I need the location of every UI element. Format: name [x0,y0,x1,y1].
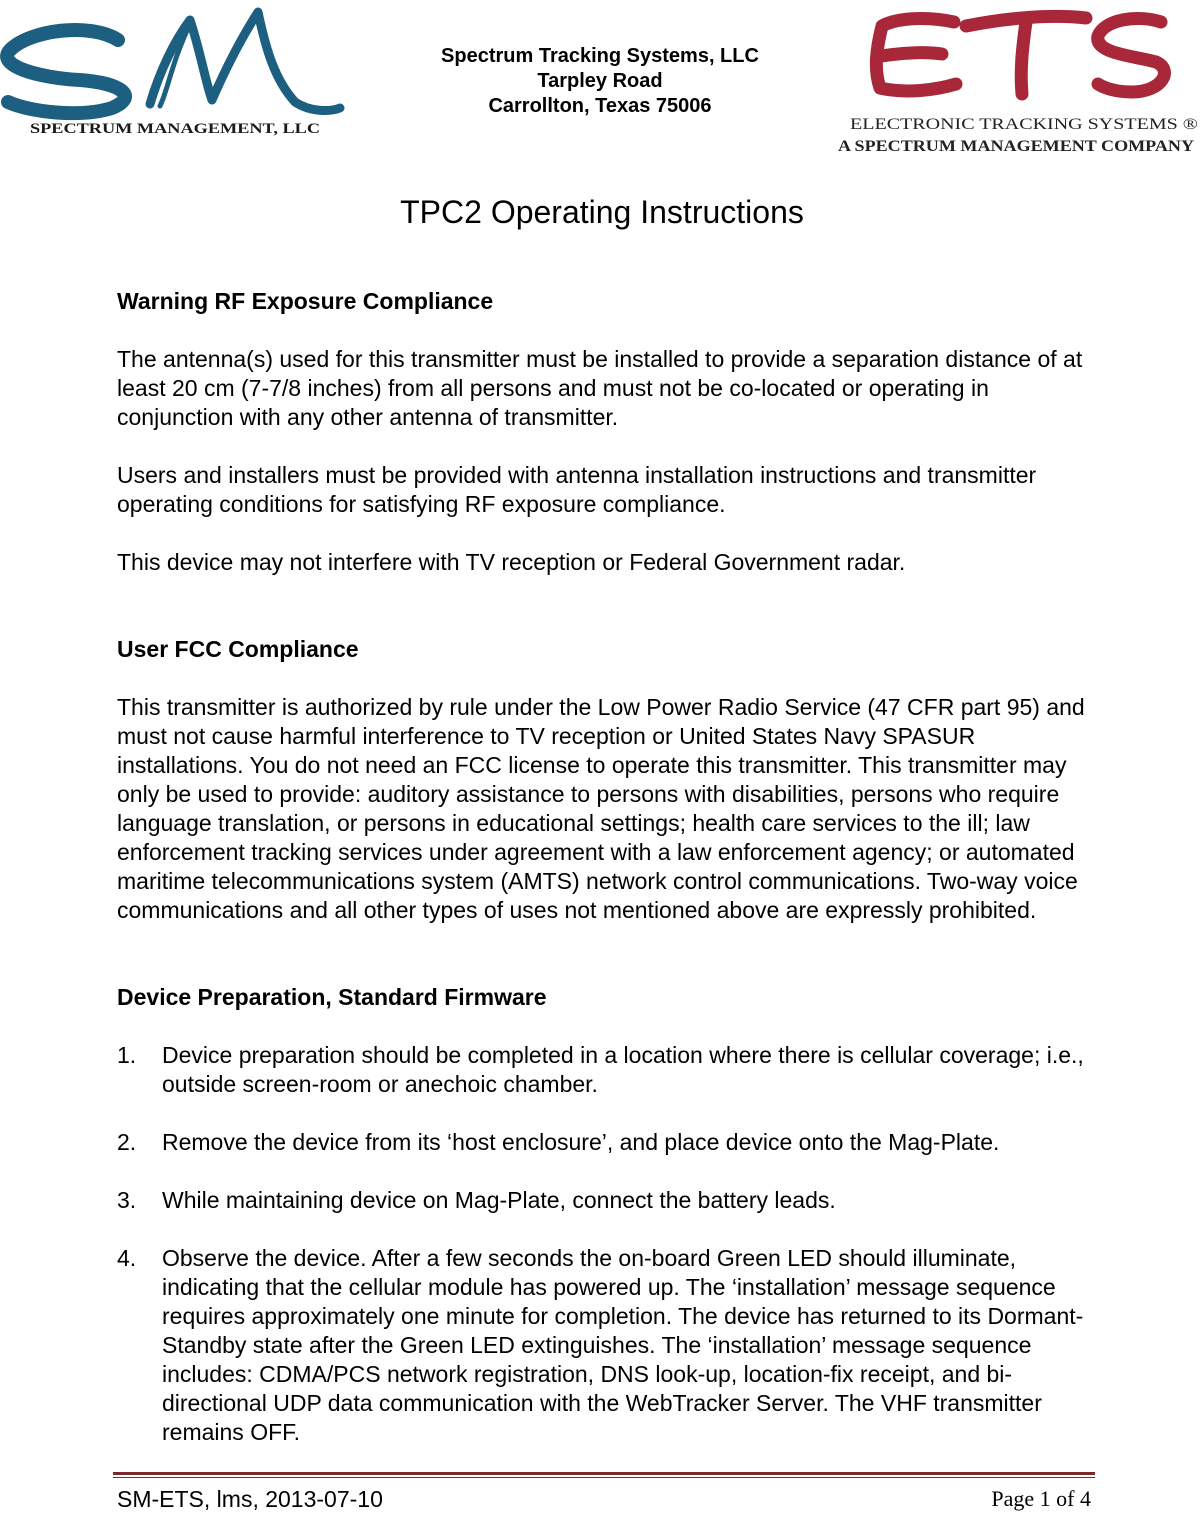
list-item-text: Observe the device. After a few seconds the on-board Green LED should illuminate, indicating that the cellular module has powered up. The ‘installation’ message sequence requires approximately one minute for completion. The device has returned to its Dormant-Standby state after the Green LED extinguishes. The ‘installation’ message sequence includes: CDMA/PCS network registration, DNS look-up, location-fix receipt, and bi-directional UDP data communication with the WebTracker Server. The VHF transmitter remains OFF. [162,1245,1084,1445]
footer-page-number: Page 1 of 4 [991,1486,1091,1511]
document-body [117,287,1097,1447]
list-item-text: While maintaining device on Mag-Plate, connect the battery leads. [162,1187,836,1213]
rf-paragraph-3: This device may not interfere with TV reception or Federal Government radar. [117,549,906,575]
fcc-paragraph-1: This transmitter is authorized by rule under the Low Power Radio Service (47 CFR part 95) and must not cause harmful interference to TV reception or United States Navy SPASUR installations. You do not need an FCC license to operate this transmitter. This transmitter may only be used to provide: auditory assistance to persons with disabilities, persons who require language translation, or persons in educational settings; health care services to the ill; law enforcement tracking services under agreement with a law enforcement agency; or automated maritime telecommunications system (AMTS) network control communications. Two-way voice communications and all other types of uses not mentioned above are expressly prohibited. [117,694,1085,923]
list-item-number: 1. [117,1042,137,1068]
list-item-number: 4. [117,1245,137,1271]
list-item-text: Device preparation should be completed in a location where there is cellular coverage; i.e., outside screen-room or anechoic chamber. [162,1042,1084,1097]
list-item [117,1244,1097,1447]
list-item-number: 3. [117,1187,137,1213]
rf-paragraph-1: The antenna(s) used for this transmitter must be installed to provide a separation distance of at least 20 cm (7-7/8 inches) from all persons and must not be co-located or operating in conjunction with any other antenna of transmitter. [117,346,1083,430]
footer-doc-id: SM-ETS, lms, 2013-07-10 [117,1486,383,1512]
ets-logo [836,0,1204,160]
spectrum-management-logo [0,0,346,140]
rf-paragraph-2: Users and installers must be provided with antenna installation instructions and transmitter operating conditions for satisfying RF exposure compliance. [117,462,1037,517]
logo-left-text: SPECTRUM MANAGEMENT, LLC [30,121,320,137]
document-title: TPC2 Operating Instructions [400,194,804,230]
company-city: Carrollton, Texas 75006 [488,95,712,117]
list-item-text: Remove the device from its ‘host enclosure’, and place device onto the Mag-Plate. [162,1129,1000,1155]
footer-divider-thin [113,1477,1095,1478]
company-address [420,44,780,119]
list-item [117,1186,1097,1215]
list-item-number: 2. [117,1129,137,1155]
logo-right-line1: ELECTRONIC TRACKING SYSTEMS ® [850,116,1198,133]
company-street: Tarpley Road [537,70,663,92]
list-item [117,1041,1097,1099]
fcc-heading: User FCC Compliance [117,636,359,662]
company-name: Spectrum Tracking Systems, LLC [441,45,759,67]
list-item [117,1128,1097,1157]
prep-heading: Device Preparation, Standard Firmware [117,984,547,1010]
rf-heading: Warning RF Exposure Compliance [117,288,494,314]
logo-right-line2: A SPECTRUM MANAGEMENT COMPANY [838,138,1195,155]
footer-divider [113,1472,1095,1475]
